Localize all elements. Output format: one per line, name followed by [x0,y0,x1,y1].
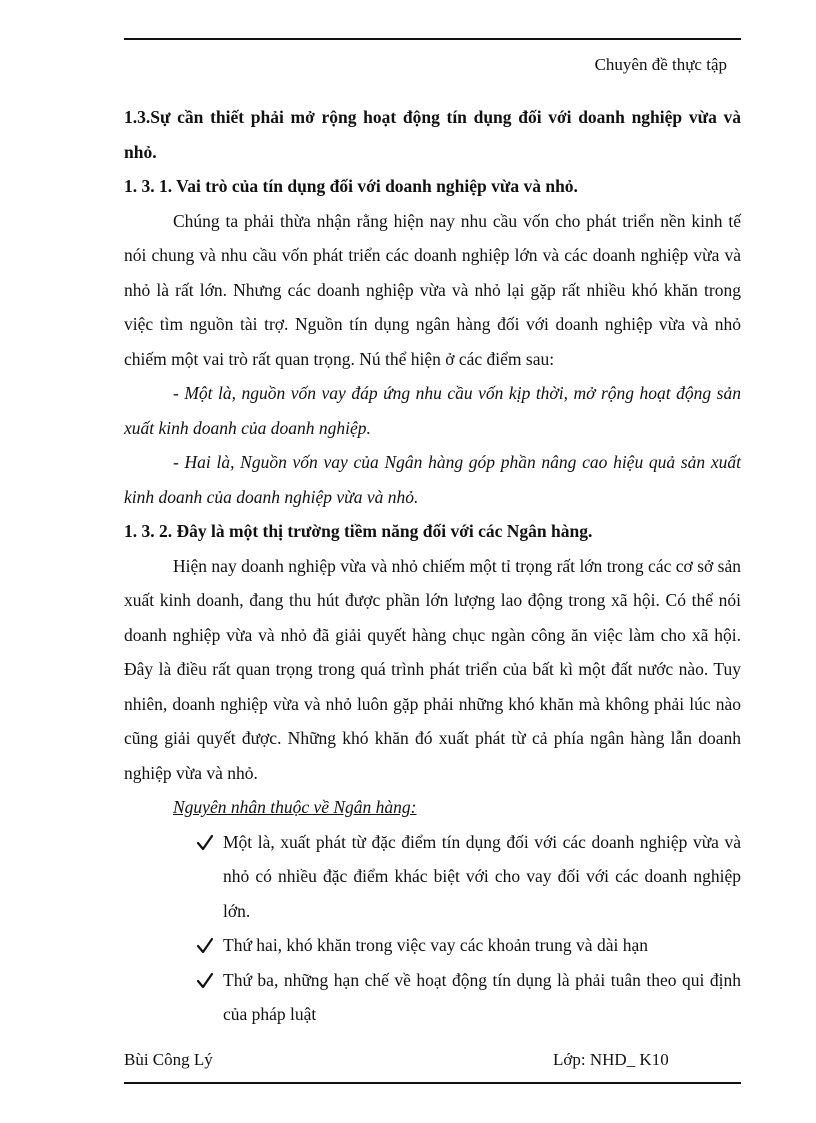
document-body [124,100,741,1032]
header-rule [124,38,741,40]
paragraph-potential-market: Hiện nay doanh nghiệp vừa và nhỏ chiếm một tỉ trọng rất lớn trong các cơ sở sản xuất kinh doanh, đang thu hút được phần lớn lượng lao động trong xã hội. Có thể nói doanh nghiệp vừa và nhỏ đã giải quyết hàng chục ngàn công ăn việc làm cho xã hội. Đây là điều rất quan trọng trong quá trình phát triển của bất kì một đất nước nào. Tuy nhiên, doanh nghiệp vừa và nhỏ luôn gặp phải những khó khăn mà không phải lúc nào cũng giải quyết được. Những khó khăn đó xuất phát từ cả phía ngân hàng lẫn doanh nghiệp vừa và nhỏ. [124,555,741,783]
list-item [124,825,741,929]
point-one: - Một là, nguồn vốn vay đáp ứng nhu cầu vốn kịp thời, mở rộng hoạt động sản xuất kinh doanh của doanh nghiệp. [124,383,741,438]
footer-author: Bùi Công Lý [124,1050,213,1069]
cause-heading: Nguyên nhân thuộc về Ngân hàng: [173,797,417,817]
cause-list [124,825,741,1032]
footer-class: Lớp: NHD_ K10 [553,1050,669,1069]
point-two: - Hai là, Nguồn vốn vay của Ngân hàng góp phần nâng cao hiệu quả sản xuất kinh doanh của doanh nghiệp vừa và nhỏ. [124,452,741,507]
checkmark-icon [195,963,215,997]
subsection-heading-2: 1. 3. 2. Đây là một thị trường tiềm năng đối với các Ngân hàng. [124,521,593,541]
cause-text: Một là, xuất phát từ đặc điểm tín dụng đối với các doanh nghiệp vừa và nhỏ có nhiều đặc điểm khác biệt với cho vay đối với các doanh nghiệp lớn. [223,831,741,921]
paragraph-role-of-credit: Chúng ta phải thừa nhận rằng hiện nay nhu cầu vốn cho phát triển nền kinh tế nói chung và nhu cầu vốn phát triển các doanh nghiệp lớn và các doanh nghiệp vừa và nhỏ là rất lớn. Nhưng các doanh nghiệp vừa và nhỏ lại gặp rất nhiều khó khăn trong việc tìm nguồn tài trợ. Nguồn tín dụng ngân hàng đối với doanh nghiệp vừa và nhỏ chiếm một vai trò rất quan trọng. Nú thể hiện ở các điểm sau: [124,210,741,369]
checkmark-icon [195,825,215,859]
subsection-heading-1: 1. 3. 1. Vai trò của tín dụng đối với doanh nghiệp vừa và nhỏ. [124,176,578,196]
cause-text: Thứ hai, khó khăn trong việc vay các khoản trung và dài hạn [223,935,648,955]
footer-rule [124,1082,741,1084]
section-heading: 1.3.Sự cần thiết phải mở rộng hoạt động tín dụng đối với doanh nghiệp vừa và nhỏ. [124,107,741,162]
list-item [124,928,741,963]
cause-text: Thứ ba, những hạn chế về hoạt động tín dụng là phải tuân theo qui định của pháp luật [223,969,741,1024]
header-title: Chuyên đề thực tập [594,55,727,74]
checkmark-icon [195,928,215,962]
list-item [124,963,741,1032]
